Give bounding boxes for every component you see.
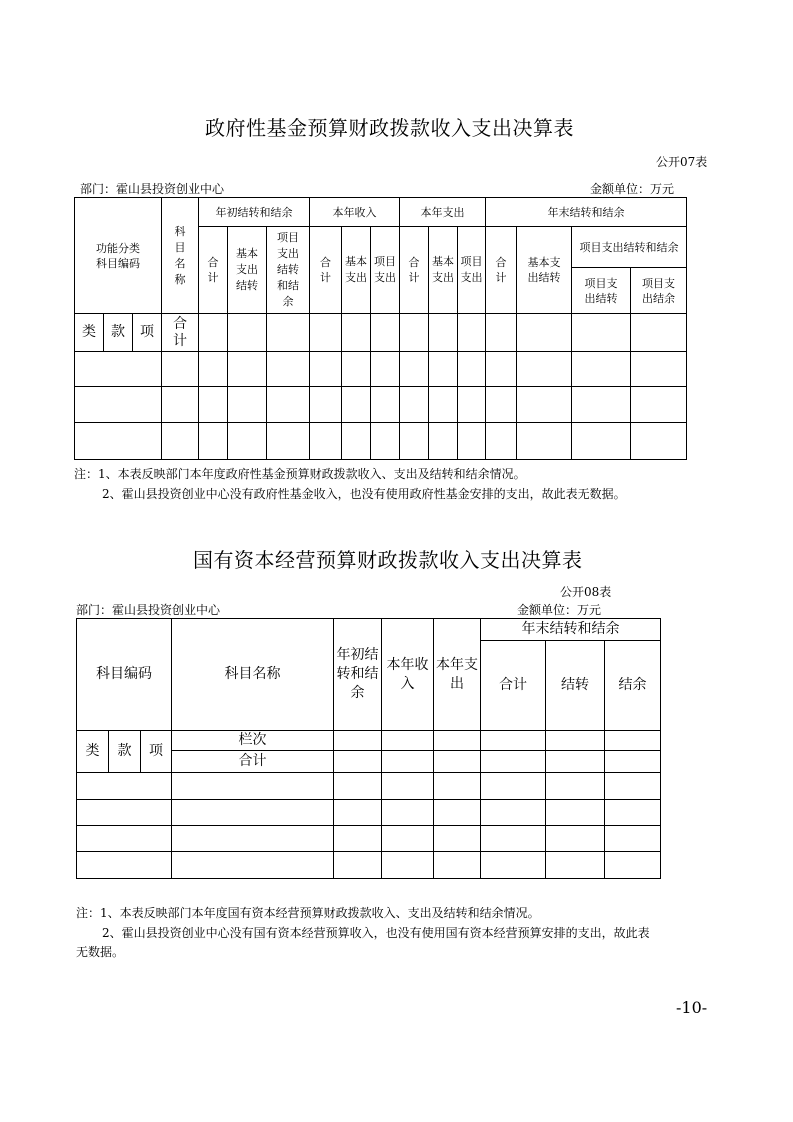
end-basic-carry-header: 基本支 出结转 bbox=[517, 227, 572, 314]
end-balance-header: 年末结转和结余 bbox=[481, 619, 661, 641]
lei-cell: 类 bbox=[77, 731, 109, 773]
begin-basic-carry-header: 基本 支出 结转 bbox=[228, 227, 267, 314]
table2-code: 公开08表 bbox=[560, 585, 612, 599]
end-carry-header: 结转 bbox=[546, 641, 605, 731]
kuan-cell: 款 bbox=[109, 731, 141, 773]
expense-project-header: 项目 支出 bbox=[458, 227, 486, 314]
table1-department: 部门：霍山县投资创业中心 bbox=[80, 182, 225, 196]
table2-note-1: 注：1、本表反映部门本年度国有资本经营预算财政拨款收入、支出及结转和结余情况。 bbox=[76, 906, 540, 920]
table-row bbox=[77, 800, 661, 826]
table2-note-2: 2、霍山县投资创业中心没有国有资本经营预算收入，也没有使用国有资本经营预算安排的支出，故此表 bbox=[102, 926, 650, 940]
end-project-carry-header: 项目支 出结转 bbox=[572, 268, 631, 314]
year-expense-header: 本年支出 bbox=[400, 198, 486, 227]
table-row bbox=[77, 826, 661, 852]
column-order-cell: 栏次 bbox=[172, 731, 334, 751]
table1-unit: 金额单位：万元 bbox=[590, 182, 675, 196]
end-total-header: 合 计 bbox=[486, 227, 517, 314]
income-total-header: 合 计 bbox=[310, 227, 342, 314]
lei-cell: 类 bbox=[75, 314, 104, 352]
xiang-cell: 项 bbox=[133, 314, 162, 352]
kuan-cell: 款 bbox=[104, 314, 133, 352]
total-cell: 合 计 bbox=[162, 314, 199, 352]
income-project-header: 项目 支出 bbox=[371, 227, 400, 314]
end-project-balance-header: 项目支 出结余 bbox=[631, 268, 687, 314]
subject-code-header: 科目编码 bbox=[77, 619, 172, 731]
table1-title: 政府性基金预算财政拨款收入支出决算表 bbox=[205, 116, 574, 140]
year-income-header: 本年收入 bbox=[310, 198, 400, 227]
table-row bbox=[75, 352, 687, 387]
func-code-header: 功能分类 科目编码 bbox=[75, 198, 162, 314]
begin-project-header: 项目 支出 结转 和结 余 bbox=[267, 227, 310, 314]
year-income-header: 本年收 入 bbox=[382, 619, 434, 731]
end-balance-sub-header: 结余 bbox=[605, 641, 661, 731]
subject-name-header: 科 目 名 称 bbox=[162, 198, 199, 314]
table1-note-2: 2、霍山县投资创业中心没有政府性基金收入，也没有使用政府性基金安排的支出，故此表无数据。 bbox=[102, 487, 626, 501]
income-basic-header: 基本 支出 bbox=[342, 227, 371, 314]
table1-code: 公开07表 bbox=[656, 155, 708, 169]
end-total-header: 合计 bbox=[481, 641, 546, 731]
table-row bbox=[77, 773, 661, 800]
table-row bbox=[75, 423, 687, 460]
table1-note-1: 注：1、本表反映部门本年度政府性基金预算财政拨款收入、支出及结转和结余情况。 bbox=[74, 467, 526, 481]
table2 bbox=[76, 618, 661, 879]
table2-unit: 金额单位：万元 bbox=[517, 603, 602, 617]
subject-name-header: 科目名称 bbox=[172, 619, 334, 731]
total-cell: 合计 bbox=[172, 751, 334, 773]
table2-title: 国有资本经营预算财政拨款收入支出决算表 bbox=[193, 548, 583, 572]
expense-total-header: 合 计 bbox=[400, 227, 429, 314]
table2-department: 部门：霍山县投资创业中心 bbox=[76, 603, 221, 617]
year-expense-header: 本年支 出 bbox=[434, 619, 481, 731]
table1 bbox=[74, 197, 687, 460]
begin-balance-header: 年初结 转和结 余 bbox=[334, 619, 382, 731]
begin-balance-header: 年初结转和结余 bbox=[199, 198, 310, 227]
page-number: -10- bbox=[676, 998, 708, 1017]
begin-total-header: 合 计 bbox=[199, 227, 228, 314]
end-balance-header: 年末结转和结余 bbox=[486, 198, 687, 227]
table-row bbox=[77, 852, 661, 879]
end-project-header: 项目支出结转和结余 bbox=[572, 227, 687, 268]
expense-basic-header: 基本 支出 bbox=[429, 227, 458, 314]
xiang-cell: 项 bbox=[141, 731, 172, 773]
table-row bbox=[75, 387, 687, 423]
table2-note-3: 无数据。 bbox=[76, 945, 125, 959]
